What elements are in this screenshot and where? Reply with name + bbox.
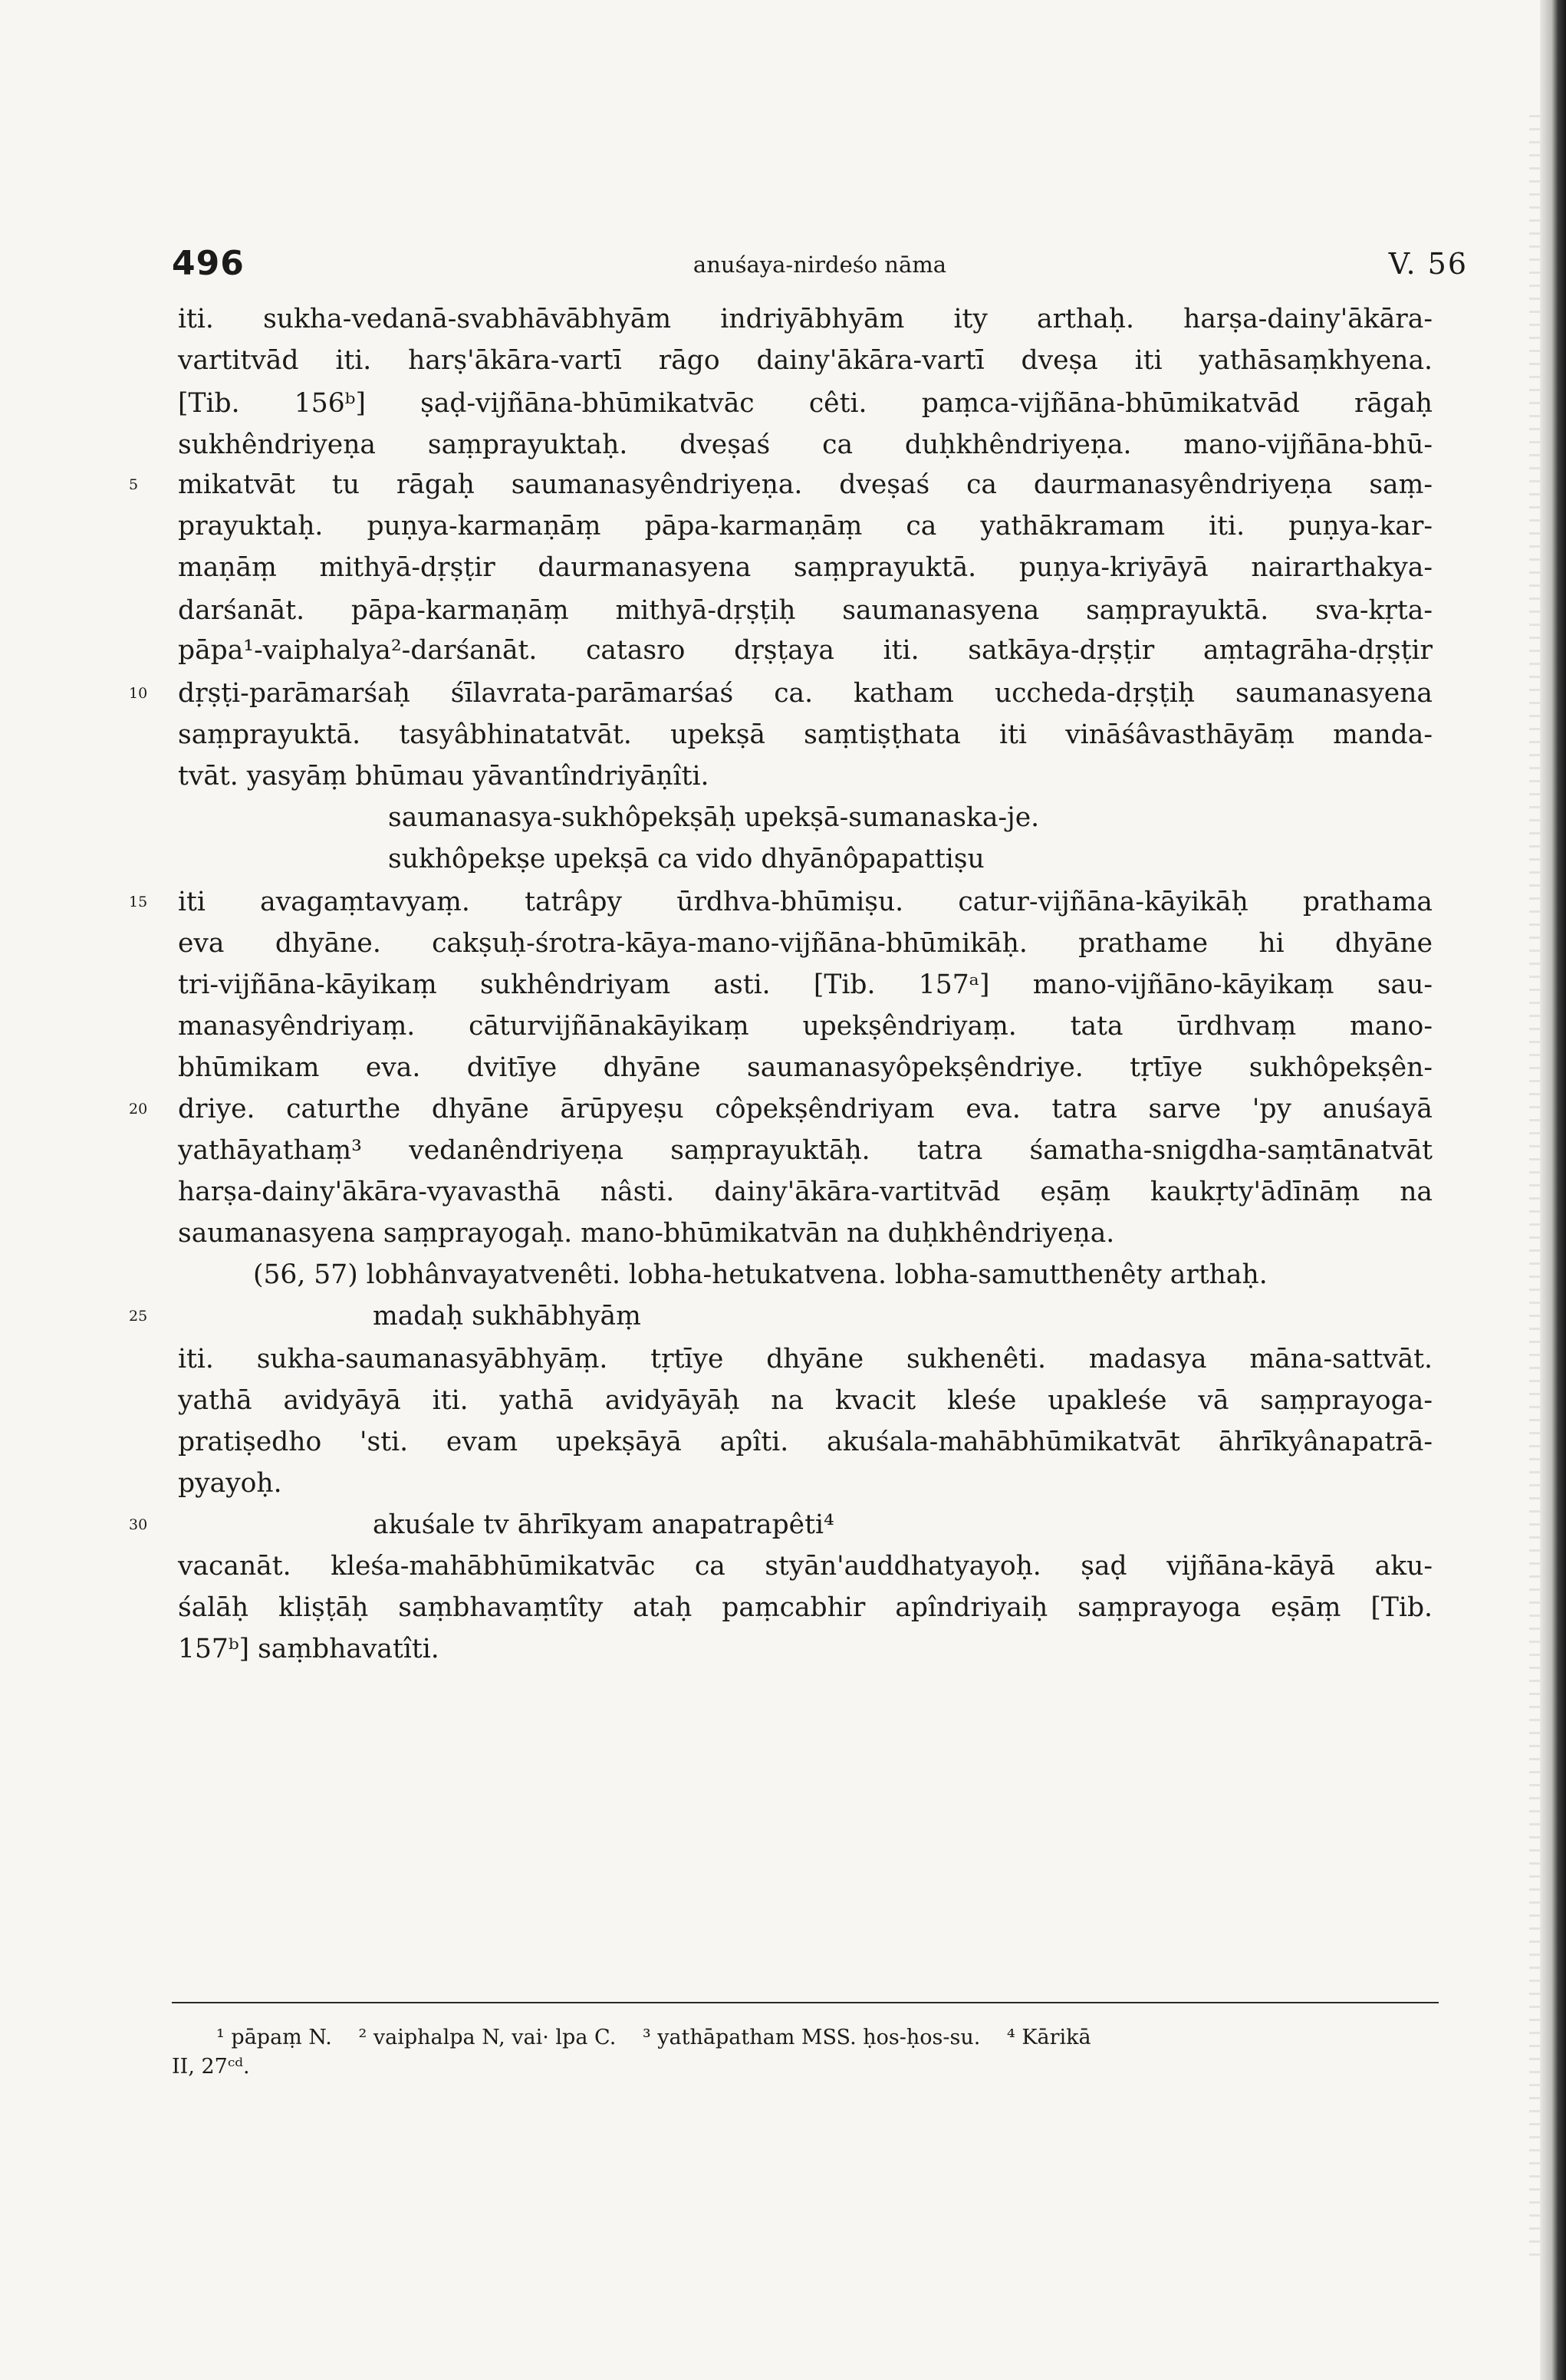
footnotes (172, 2023, 1382, 2082)
page-binding-edge (1540, 0, 1566, 2380)
text-line: tvāt. yasyāṃ bhūmau yāvantîndriyāṇîti. (178, 761, 709, 792)
line-number: 10 (129, 685, 148, 702)
text-line: mikatvāt tu rāgaḥ saumanasyêndriyeṇa. dveṣaś ca daurmanasyêndriyeṇa saṃ- (178, 469, 1433, 500)
text-line: iti. sukha-saumanasyābhyāṃ. tṛtīye dhyāne sukhenêti. madasya māna-sattvāt. (178, 1344, 1433, 1374)
verse-line: madaḥ sukhābhyāṃ (373, 1301, 641, 1332)
text-line: 157ᵇ] saṃbhavatîti. (178, 1634, 439, 1664)
text-line: pyayoḥ. (178, 1468, 282, 1499)
text-line: tri-vijñāna-kāyikaṃ sukhêndriyam asti. [Tib. 157ᵃ] mano-vijñāno-kāyikaṃ sau- (178, 969, 1433, 1000)
line-number: 25 (129, 1308, 148, 1325)
verse-line: saumanasya-sukhôpekṣāḥ upekṣā-sumanaska-je. (388, 802, 1040, 833)
section-reference: V. 56 (1388, 247, 1468, 281)
text-line: darśanāt. pāpa-karmaṇāṃ mithyā-dṛṣṭiḥ saumanasyena saṃprayuktā. sva-kṛta- (178, 595, 1433, 626)
text-line: dṛṣṭi-parāmarśaḥ śīlavrata-parāmarśaś ca. katham uccheda-dṛṣṭiḥ saumanasyena (178, 678, 1433, 709)
line-number: 30 (129, 1516, 148, 1533)
text-line: bhūmikam eva. dvitīye dhyāne saumanasyôpekṣêndriye. tṛtīye sukhôpekṣên- (178, 1052, 1433, 1083)
line-number: 20 (129, 1101, 148, 1118)
text-line: pratiṣedho 'sti. evam upekṣāyā apîti. akuśala-mahābhūmikatvāt āhrīkyânapatrā- (178, 1427, 1433, 1457)
text-line: driye. caturthe dhyāne ārūpyeṣu côpekṣêndriyam eva. tatra sarve 'py anuśayā (178, 1094, 1433, 1124)
verse-line: sukhôpekṣe upekṣā ca vido dhyānôpapattiṣu (388, 844, 985, 874)
text-line: harṣa-dainy'ākāra-vyavasthā nâsti. dainy'ākāra-vartitvād eṣāṃ kaukṛty'ādīnāṃ na (178, 1177, 1433, 1207)
text-line: yathāyathaṃ³ vedanêndriyeṇa saṃprayuktāḥ. tatra śamatha-snigdha-saṃtānatvāt (178, 1135, 1433, 1166)
text-line: saumanasyena saṃprayogaḥ. mano-bhūmikatvān na duḥkhêndriyeṇa. (178, 1218, 1115, 1249)
line-number: 15 (129, 894, 148, 910)
text-line: eva dhyāne. cakṣuḥ-śrotra-kāya-mano-vijñāna-bhūmikāḥ. prathame hi dhyāne (178, 928, 1433, 959)
text-line: iti. sukha-vedanā-svabhāvābhyām indriyābhyām ity arthaḥ. harṣa-dainy'ākāra- (178, 304, 1433, 334)
running-title: anuśaya-nirdeśo nāma (693, 252, 947, 278)
footnote: ¹ pāpaṃ N. (216, 2026, 332, 2049)
text-line: saṃprayuktā. tasyâbhinatatvāt. upekṣā saṃtiṣṭhata iti vināśâvasthāyāṃ manda- (178, 719, 1433, 750)
page-number: 496 (172, 244, 245, 283)
footnote: ⁴ Kārikā (1006, 2026, 1091, 2049)
verse-line: akuśale tv āhrīkyam anapatrapêti⁴ (373, 1509, 834, 1540)
footnote-divider (172, 2002, 1439, 2003)
text-line: manasyêndriyaṃ. cāturvijñānakāyikaṃ upekṣêndriyaṃ. tata ūrdhvaṃ mano- (178, 1011, 1433, 1042)
text-line: prayuktaḥ. puṇya-karmaṇāṃ pāpa-karmaṇāṃ ca yathākramam iti. puṇya-kar- (178, 511, 1433, 542)
text-line: iti avagaṃtavyaṃ. tatrâpy ūrdhva-bhūmiṣu. catur-vijñāna-kāyikāḥ prathama (178, 887, 1433, 917)
text-line: maṇāṃ mithyā-dṛṣṭir daurmanasyena saṃprayuktā. puṇya-kriyāyā nairarthakya- (178, 552, 1433, 583)
scan-noise (1529, 115, 1540, 2263)
footnote: ³ yathāpatham MSS. ḥos-ḥos-su. (642, 2026, 981, 2049)
text-line: yathā avidyāyā iti. yathā avidyāyāḥ na kvacit kleśe upakleśe vā saṃprayoga- (178, 1385, 1433, 1416)
line-number: 5 (129, 476, 139, 493)
page-header (172, 244, 1468, 290)
text-line: (56, 57) lobhânvayatvenêti. lobha-hetukatvena. lobha-samutthenêty arthaḥ. (253, 1259, 1268, 1290)
text-line: vacanāt. kleśa-mahābhūmikatvāc ca styān'auddhatyayoḥ. ṣaḍ vijñāna-kāyā aku- (178, 1551, 1433, 1582)
text-line: sukhêndriyeṇa saṃprayuktaḥ. dveṣaś ca duḥkhêndriyeṇa. mano-vijñāna-bhū- (178, 430, 1433, 460)
text-line: [Tib. 156ᵇ] ṣaḍ-vijñāna-bhūmikatvāc cêti. paṃca-vijñāna-bhūmikatvād rāgaḥ (178, 388, 1433, 419)
text-line: vartitvād iti. harṣ'ākāra-vartī rāgo dainy'ākāra-vartī dveṣa iti yathāsaṃkhyena. (178, 345, 1433, 376)
footnote: ² vaiphalpa N, vai· lpa C. (358, 2026, 617, 2049)
footnote-continuation: II, 27ᶜᵈ. (172, 2055, 250, 2079)
text-line: śalāḥ kliṣṭāḥ saṃbhavaṃtîty ataḥ paṃcabhir apîndriyaiḥ saṃprayoga eṣāṃ [Tib. (178, 1592, 1433, 1623)
text-line: pāpa¹-vaiphalya²-darśanāt. catasro dṛṣṭaya iti. satkāya-dṛṣṭir aṃtagrāha-dṛṣṭir (178, 635, 1433, 666)
